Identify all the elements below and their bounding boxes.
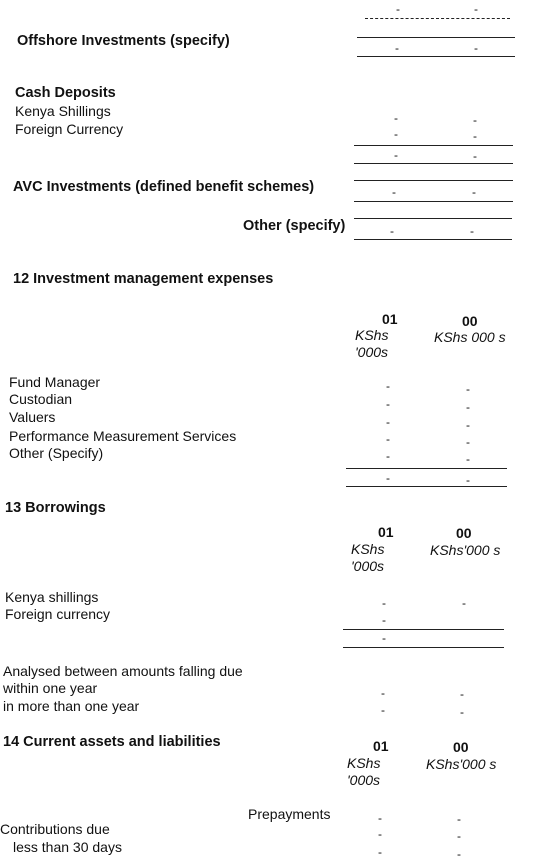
other-rule-bottom <box>354 239 512 240</box>
note12-total-01: - <box>386 471 390 485</box>
valuers-label: Valuers <box>9 409 56 425</box>
cash-rule-bottom <box>354 163 513 164</box>
fund-manager-label: Fund Manager <box>9 374 101 390</box>
note14-col00-year: 00 <box>453 739 469 755</box>
foreign-currency-label: Foreign Currency <box>15 121 124 137</box>
cash-total-01: - <box>394 148 398 162</box>
note12-rule-top <box>346 468 507 469</box>
within-one-year-value-01: - <box>381 686 385 700</box>
note13-total-01: - <box>382 631 386 645</box>
prepayments-value-00: - <box>457 812 461 826</box>
performance-value-00: - <box>466 435 470 449</box>
contributions-due-label: Contributions due <box>0 821 110 837</box>
note13-heading: 13 Borrowings <box>5 500 106 516</box>
analysed-line3: in more than one year <box>3 698 140 714</box>
avc-investments-title: AVC Investments (defined benefit schemes) <box>13 179 315 195</box>
performance-measurement-label: Performance Measurement Services <box>9 428 237 444</box>
top-dashed-rule <box>365 18 510 19</box>
other-expense-value-00: - <box>466 452 470 466</box>
performance-value-01: - <box>386 432 390 446</box>
foreign-currency-value-01: - <box>394 127 398 141</box>
other-rule-top <box>354 218 512 219</box>
other-value-01: - <box>390 224 394 238</box>
note12-total-00: - <box>466 473 470 487</box>
note12-col00-year: 00 <box>462 313 478 329</box>
kenya-borrowing-value-01: - <box>382 596 386 610</box>
note13-rule-top <box>343 629 504 630</box>
kenya-borrowing-value-00: - <box>462 596 466 610</box>
analysed-line1: Analysed between amounts falling due <box>3 663 243 679</box>
note14-heading: 14 Current assets and liabilities <box>3 734 221 750</box>
other-expense-value-01: - <box>386 449 390 463</box>
contributions-30days-value-01: - <box>378 845 382 859</box>
note13-rule-bottom <box>343 647 504 648</box>
offshore-value-01: - <box>395 41 399 55</box>
note12-rule-bottom <box>346 486 507 487</box>
custodian-value-00: - <box>466 400 470 414</box>
prepayments-label: Prepayments <box>248 806 331 822</box>
offshore-value-00: - <box>474 41 478 55</box>
cash-rule-top <box>354 145 513 146</box>
offshore-rule-bottom <box>357 56 515 57</box>
contributions-less-than-30-days-label: less than 30 days <box>13 839 122 855</box>
note12-col01-unit: KShs '000s <box>355 327 389 360</box>
other-specify-label: Other (Specify) <box>9 445 104 461</box>
note13-col01-year: 01 <box>378 524 394 540</box>
prepayments-value-01: - <box>378 811 382 825</box>
kenya-shillings-label: Kenya Shillings <box>15 103 111 119</box>
note14-col01-year: 01 <box>373 738 389 754</box>
other-specify-title: Other (specify) <box>243 218 346 234</box>
note12-heading: 12 Investment management expenses <box>13 271 274 287</box>
other-value-00: - <box>470 224 474 238</box>
cash-total-00: - <box>473 149 477 163</box>
valuers-value-01: - <box>386 415 390 429</box>
avc-value-01: - <box>392 185 396 199</box>
more-than-one-year-value-00: - <box>460 705 464 719</box>
offshore-investments-title: Offshore Investments (specify) <box>17 33 230 49</box>
foreign-currency-value-00: - <box>473 129 477 143</box>
contributions-value-01: - <box>378 827 382 841</box>
fund-manager-value-00: - <box>466 382 470 396</box>
kenya-shillings-value-00: - <box>473 113 477 127</box>
custodian-value-01: - <box>386 397 390 411</box>
valuers-value-00: - <box>466 418 470 432</box>
note14-col01-unit: KShs '000s <box>347 755 381 788</box>
within-one-year-value-00: - <box>460 687 464 701</box>
avc-value-00: - <box>472 185 476 199</box>
foreign-borrowing-value-01: - <box>382 613 386 627</box>
top-value-00: - <box>474 2 478 16</box>
avc-rule-top <box>354 180 513 181</box>
note12-col01-year: 01 <box>382 311 398 327</box>
analysed-line2: within one year <box>3 680 98 696</box>
offshore-rule-top <box>357 37 515 38</box>
note13-col01-unit: KShs '000s <box>351 541 385 574</box>
more-than-one-year-value-01: - <box>381 703 385 717</box>
contributions-value-00: - <box>457 829 461 843</box>
kenya-shillings-value-01: - <box>394 111 398 125</box>
fund-manager-value-01: - <box>386 379 390 393</box>
avc-rule-bottom <box>354 201 513 202</box>
note14-col00-unit: KShs'000 s <box>426 756 497 772</box>
kenya-shillings-borrowing-label: Kenya shillings <box>5 589 99 605</box>
cash-deposits-title: Cash Deposits <box>15 85 116 101</box>
note13-col00-unit: KShs'000 s <box>430 542 501 558</box>
note12-col00-unit: KShs 000 s <box>434 329 506 345</box>
foreign-currency-borrowing-label: Foreign currency <box>5 606 111 622</box>
top-value-01: - <box>396 2 400 16</box>
note13-col00-year: 00 <box>456 525 472 541</box>
custodian-label: Custodian <box>9 391 73 407</box>
contributions-30days-value-00: - <box>457 847 461 861</box>
